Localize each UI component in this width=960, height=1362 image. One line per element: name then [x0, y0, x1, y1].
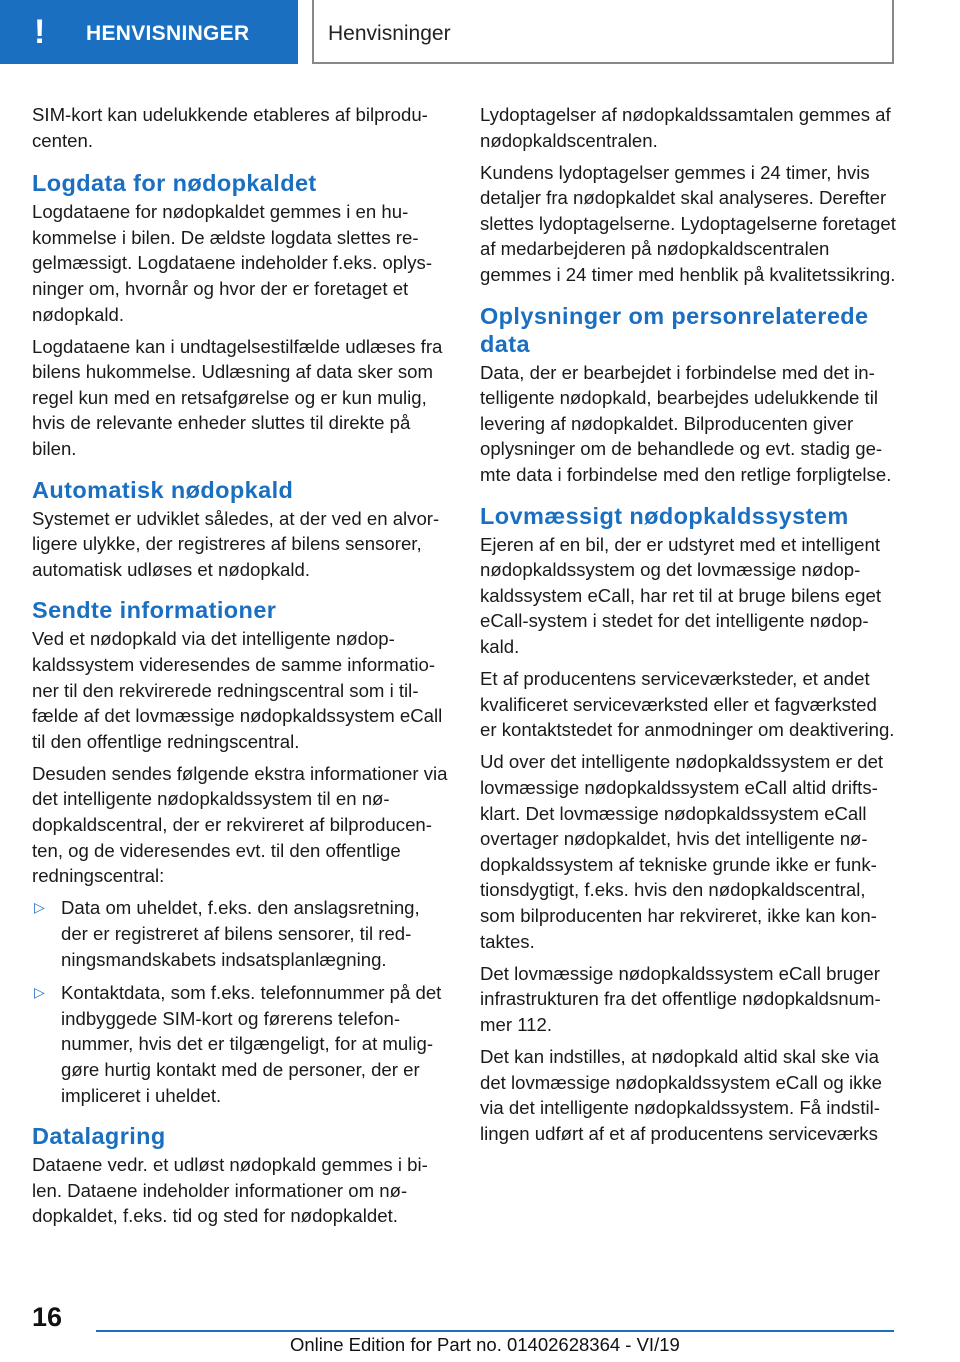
intro-paragraph: SIM-kort kan udelukkende etableres af bilproducenten. — [32, 104, 428, 151]
footer-divider — [96, 1330, 894, 1332]
page-number: 16 — [32, 1302, 63, 1332]
paragraph: Det kan indstilles, at nødopkald altid skal ske via det lovmæssige nødopkaldssystem eCall og ikke via det intelligente nødopkaldssystem. Få indstillingen udført af et af producentens serviceværks — [480, 1045, 883, 1144]
page-header — [0, 0, 960, 68]
heading-data-storage: Datalagring — [32, 1123, 166, 1150]
heading-automatic-emergency-call: Automatisk nødopkald — [32, 476, 294, 503]
paragraph: Lydoptagelser af nødopkaldssamtalen gemmes af nødopkaldscentralen. — [480, 104, 891, 151]
heading-sent-information: Sendte informationer — [32, 597, 277, 624]
list-item-text: Kontaktdata, som f.eks. telefonnummer på det indbyggede SIM-kort og førerens telefonnummer, hvis det er tilgængeligt, for at muliggøre hurtig kontakt med de personer, der er impliceret i uheldet. — [61, 982, 442, 1106]
paragraph: Data, der er bearbejdet i forbindelse med det intelligente nødopkald, bearbejdes udelukkende til levering af nødopkaldet. Bilproducenten giver oplysninger om de behandlede og evt. stadig gemte data i forbindelse med den retlige forpligtelse. — [480, 361, 892, 486]
warning-exclamation-icon: ! — [34, 13, 46, 51]
page-title-tab — [312, 0, 894, 64]
triangle-bullet-icon: ▷ — [34, 899, 45, 916]
heading-logdata: Logdata for nødopkaldet — [32, 170, 317, 197]
paragraph: Ved et nødopkald via det intelligente nødopkaldssystem videresendes de samme informationer til den rekvirerede redningscentral som i tilfælde af det lovmæssige nødopkaldssystem eCall til den offentlige redningscentral. — [32, 628, 443, 752]
paragraph: Ud over det intelligente nødopkaldssystem er det lovmæssige nødopkaldssystem eCall altid driftsklart. Det lovmæssige nødopkaldssystem eCall overtager nødopkaldet, hvis det intelligente nødopkaldssystem af tekniske grunde ikke er funktionsdygtigt, f.eks. hvis den nødopkaldscentral, som bilproducenten har rekvireret, ikke kan kontaktes. — [480, 751, 884, 952]
paragraph: Dataene vedr. et udløst nødopkald gemmes i bilen. Dataene indeholder informationer om nødopkaldet, f.eks. tid og sted for nødopkaldet. — [32, 1154, 428, 1227]
list-item — [32, 895, 450, 972]
paragraph: Det lovmæssige nødopkaldssystem eCall bruger infrastrukturen fra det offentlige nødopkaldsnummer 112. — [480, 962, 881, 1035]
heading-personal-data: Oplysninger om personrelaterede data — [480, 302, 869, 357]
page-footer — [0, 1290, 960, 1362]
paragraph: Logdataene for nødopkaldet gemmes i en hukommelse i bilen. De ældste logdata slettes regelmæssigt. Logdataene indeholder f.eks. oplysninger om, hvornår og hvor der er foretaget et nødopkald. — [32, 201, 433, 325]
paragraph: Systemet er udviklet således, at der ved en alvorligere ulykke, der registreres af bilens sensorer, automatisk udløses et nødopkald. — [32, 507, 440, 580]
section-label: HENVISNINGER — [86, 22, 250, 45]
paragraph: Et af producentens serviceværksteder, et andet kvalificeret serviceværksted eller et fagværksted er kontaktstedet for anmodninger om deaktivering. — [480, 668, 895, 741]
bullet-list — [32, 895, 450, 1108]
paragraph: Ejeren af en bil, der er udstyret med et intelligent nødopkaldssystem og det lovmæssige nødopkaldssystem eCall, har ret til at bruge bilens eget eCall-system i stedet for det intelligente nødopkald. — [480, 533, 881, 657]
paragraph: Kundens lydoptagelser gemmes i 24 timer, hvis detaljer fra nødopkaldet skal analyseres. Derefter slettes lydoptagelserne. Lydoptagelserne foretaget af medarbejderen på nødopkaldscentralen gemmes i 24 timer med henblik på kvalitetssikring. — [480, 161, 896, 286]
left-column — [32, 102, 450, 1235]
page-title: Henvisninger — [328, 22, 451, 45]
heading-legal-emergency-system: Lovmæssigt nødopkaldssystem — [480, 502, 849, 529]
right-column — [480, 102, 898, 1153]
paragraph: Logdataene kan i undtagelsestilfælde udlæses fra bilens hukommelse. Udlæsning af data sker som regel kun med en retsafgørelse og er kun mulig, hvis de relevante enheder sluttes til direkte på bilen. — [32, 335, 443, 460]
list-item-text: Data om uheldet, f.eks. den anslagsretning, der er registreret af bilens sensorer, til redningsmandskabets indsatsplanlægning. — [61, 897, 420, 970]
triangle-bullet-icon: ▷ — [34, 984, 45, 1001]
edition-label: Online Edition for Part no. 01402628364 - VI/19 — [290, 1334, 680, 1355]
list-item — [32, 980, 450, 1108]
paragraph: Desuden sendes følgende ekstra informationer via det intelligente nødopkaldssystem til en nødopkaldscentral, der er rekvireret af bilproducenten, og de videresendes evt. til den offentlige redningscentral: — [32, 762, 448, 887]
section-tab — [0, 0, 298, 64]
